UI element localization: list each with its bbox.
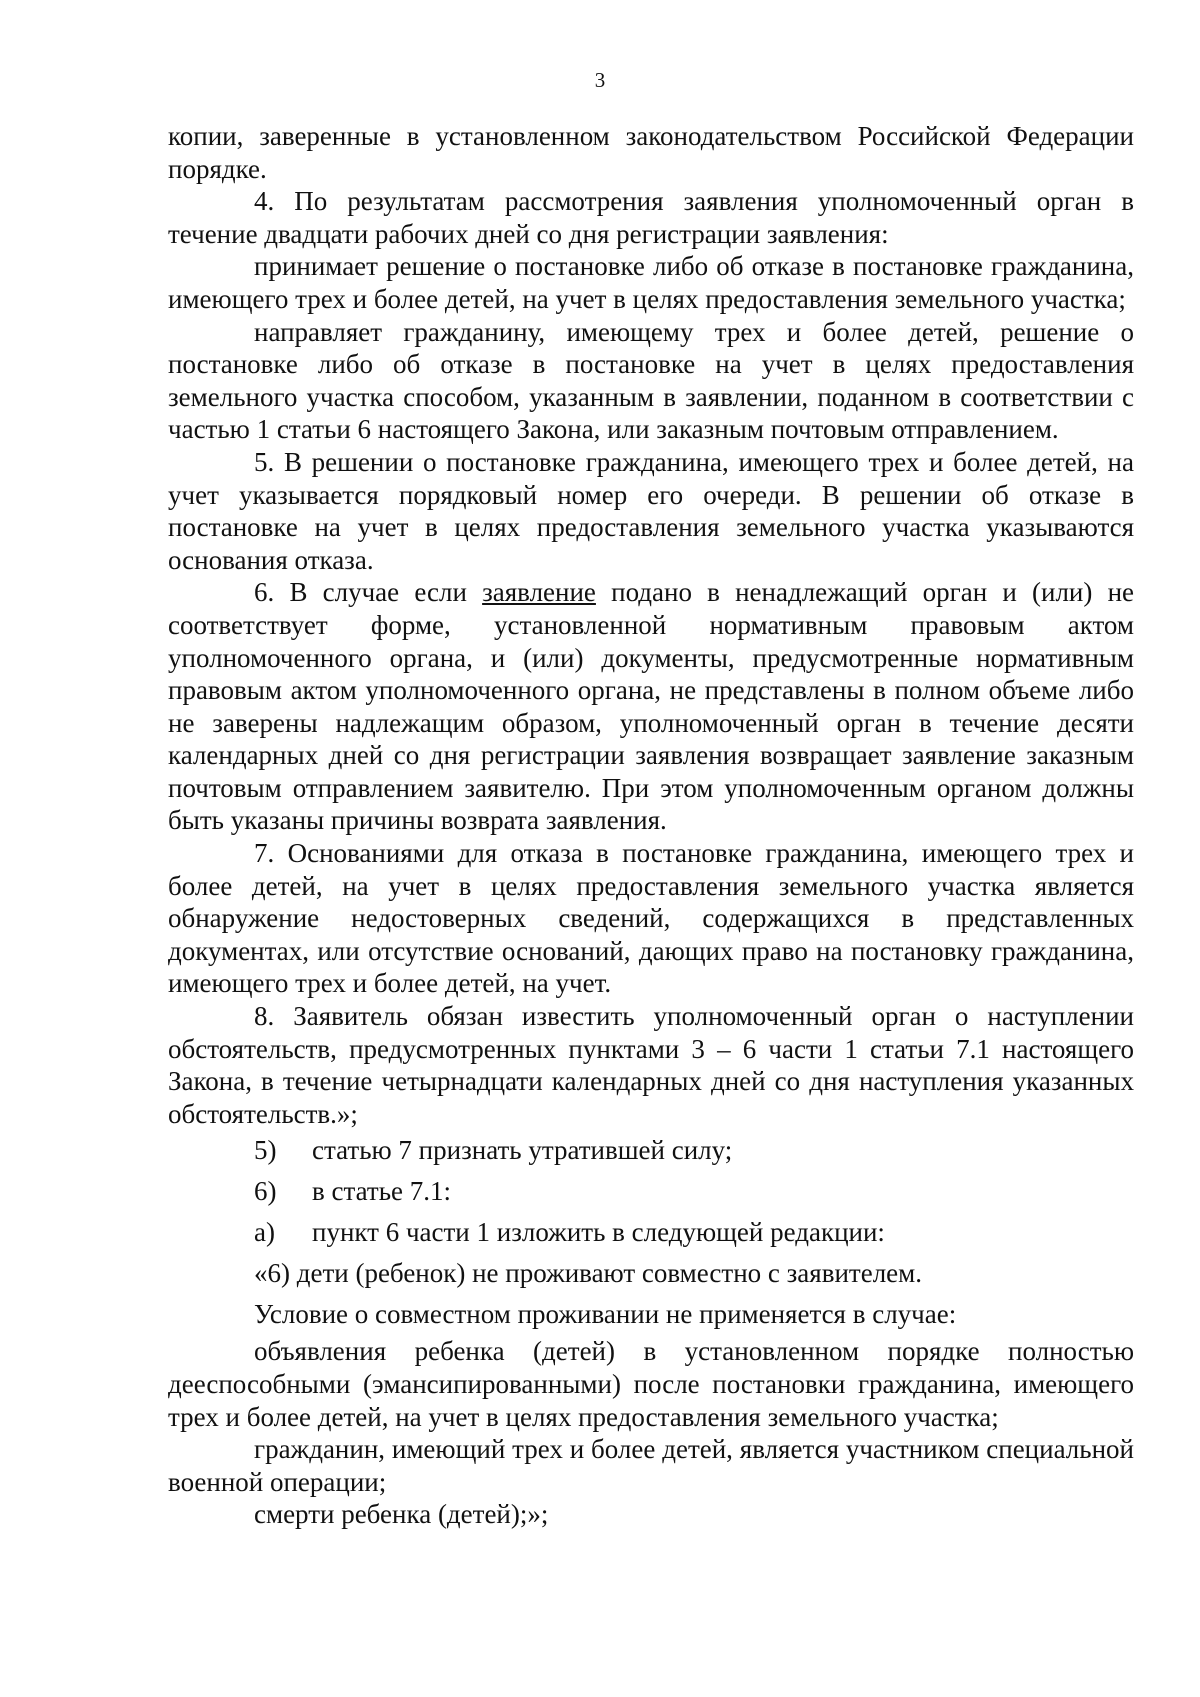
paragraph-condition: Условие о совместном проживании не применяется в случае: [254, 1299, 957, 1330]
paragraph-continuation: копии, заверенные в установленном законодательством Российской Федерации порядке. [168, 121, 1134, 184]
paragraph-death: смерти ребенка (детей);»; [254, 1499, 549, 1530]
point-6-lead: 6. В случае если [254, 577, 483, 608]
paragraph-military-operation: гражданин, имеющий трех и более детей, является участником специальной военной операции; [168, 1434, 1134, 1497]
paragraph-point-6 [168, 576, 1134, 837]
list-item-5-text: статью 7 признать утратившей силу; [312, 1135, 733, 1166]
paragraph-notification: направляет гражданину, имеющему трех и более детей, решение о постановке либо об отказе в постановке на учет в целях предоставления земельного участка способом, указанным в заявлении, поданном в соответствии с частью 1 статьи 6 настоящего Закона, или заказным почтовым отправлением. [168, 316, 1134, 445]
document-body [168, 120, 1134, 1531]
statement-link[interactable]: заявление [482, 577, 596, 608]
paragraph-emancipation: объявления ребенка (детей) в установленном порядке полностью дееспособными (эмансипированными) после постановки гражданина, имеющего трех и более детей, на учет в целях предоставления земельного участка; [168, 1336, 1134, 1432]
page-number: 3 [594, 68, 606, 92]
list-item-5 [168, 1130, 1134, 1171]
paragraph-decision: принимает решение о постановке либо об отказе в постановке гражданина, имеющего трех и более детей, на учет в целях предоставления земельного участка; [168, 251, 1134, 314]
list-item-a-text: пункт 6 части 1 изложить в следующей редакции: [312, 1217, 885, 1248]
list-item-a [168, 1212, 1134, 1253]
list-item-6 [168, 1171, 1134, 1212]
quoted-point-6: «6) дети (ребенок) не проживают совместно с заявителем. [254, 1258, 922, 1289]
list-item-6-number: 6) [254, 1176, 277, 1207]
paragraph-point-7: 7. Основаниями для отказа в постановке гражданина, имеющего трех и более детей, на учет в целях предоставления земельного участка является обнаружение недостоверных сведений, содержащихся в представленных документах, или отсутствие оснований, дающих право на постановку гражданина, имеющего трех и более детей, на учет. [168, 838, 1134, 999]
paragraph-point-4: 4. По результатам рассмотрения заявления уполномоченный орган в течение двадцати рабочих дней со дня регистрации заявления: [168, 186, 1134, 249]
point-6-rest: подано в ненадлежащий орган и (или) не соответствует форме, установленной нормативным правовым актом уполномоченного органа, и (или) документы, предусмотренные нормативным правовым актом уполномоченного органа, не представлены в полном объеме либо не заверены надлежащим образом, уполномоченный орган в течение десяти календарных дней со дня регистрации заявления возвращает заявление заказным почтовым отправлением заявителю. При этом уполномоченным органом должны быть указаны причины возврата заявления. [168, 577, 1134, 836]
list-item-6-text: в статье 7.1: [312, 1176, 451, 1207]
paragraph-point-5: 5. В решении о постановке гражданина, имеющего трех и более детей, на учет указывается порядковый номер его очереди. В решении об отказе в постановке на учет в целях предоставления земельного участка указываются основания отказа. [168, 446, 1134, 575]
list-item-5-number: 5) [254, 1135, 277, 1166]
paragraph-point-8: 8. Заявитель обязан известить уполномоченный орган о наступлении обстоятельств, предусмотренных пунктами 3 – 6 части 1 статьи 7.1 настоящего Закона, в течение четырнадцати календарных дней со дня наступления указанных обстоятельств.»; [168, 1001, 1134, 1129]
list-item-a-number: а) [254, 1217, 275, 1248]
